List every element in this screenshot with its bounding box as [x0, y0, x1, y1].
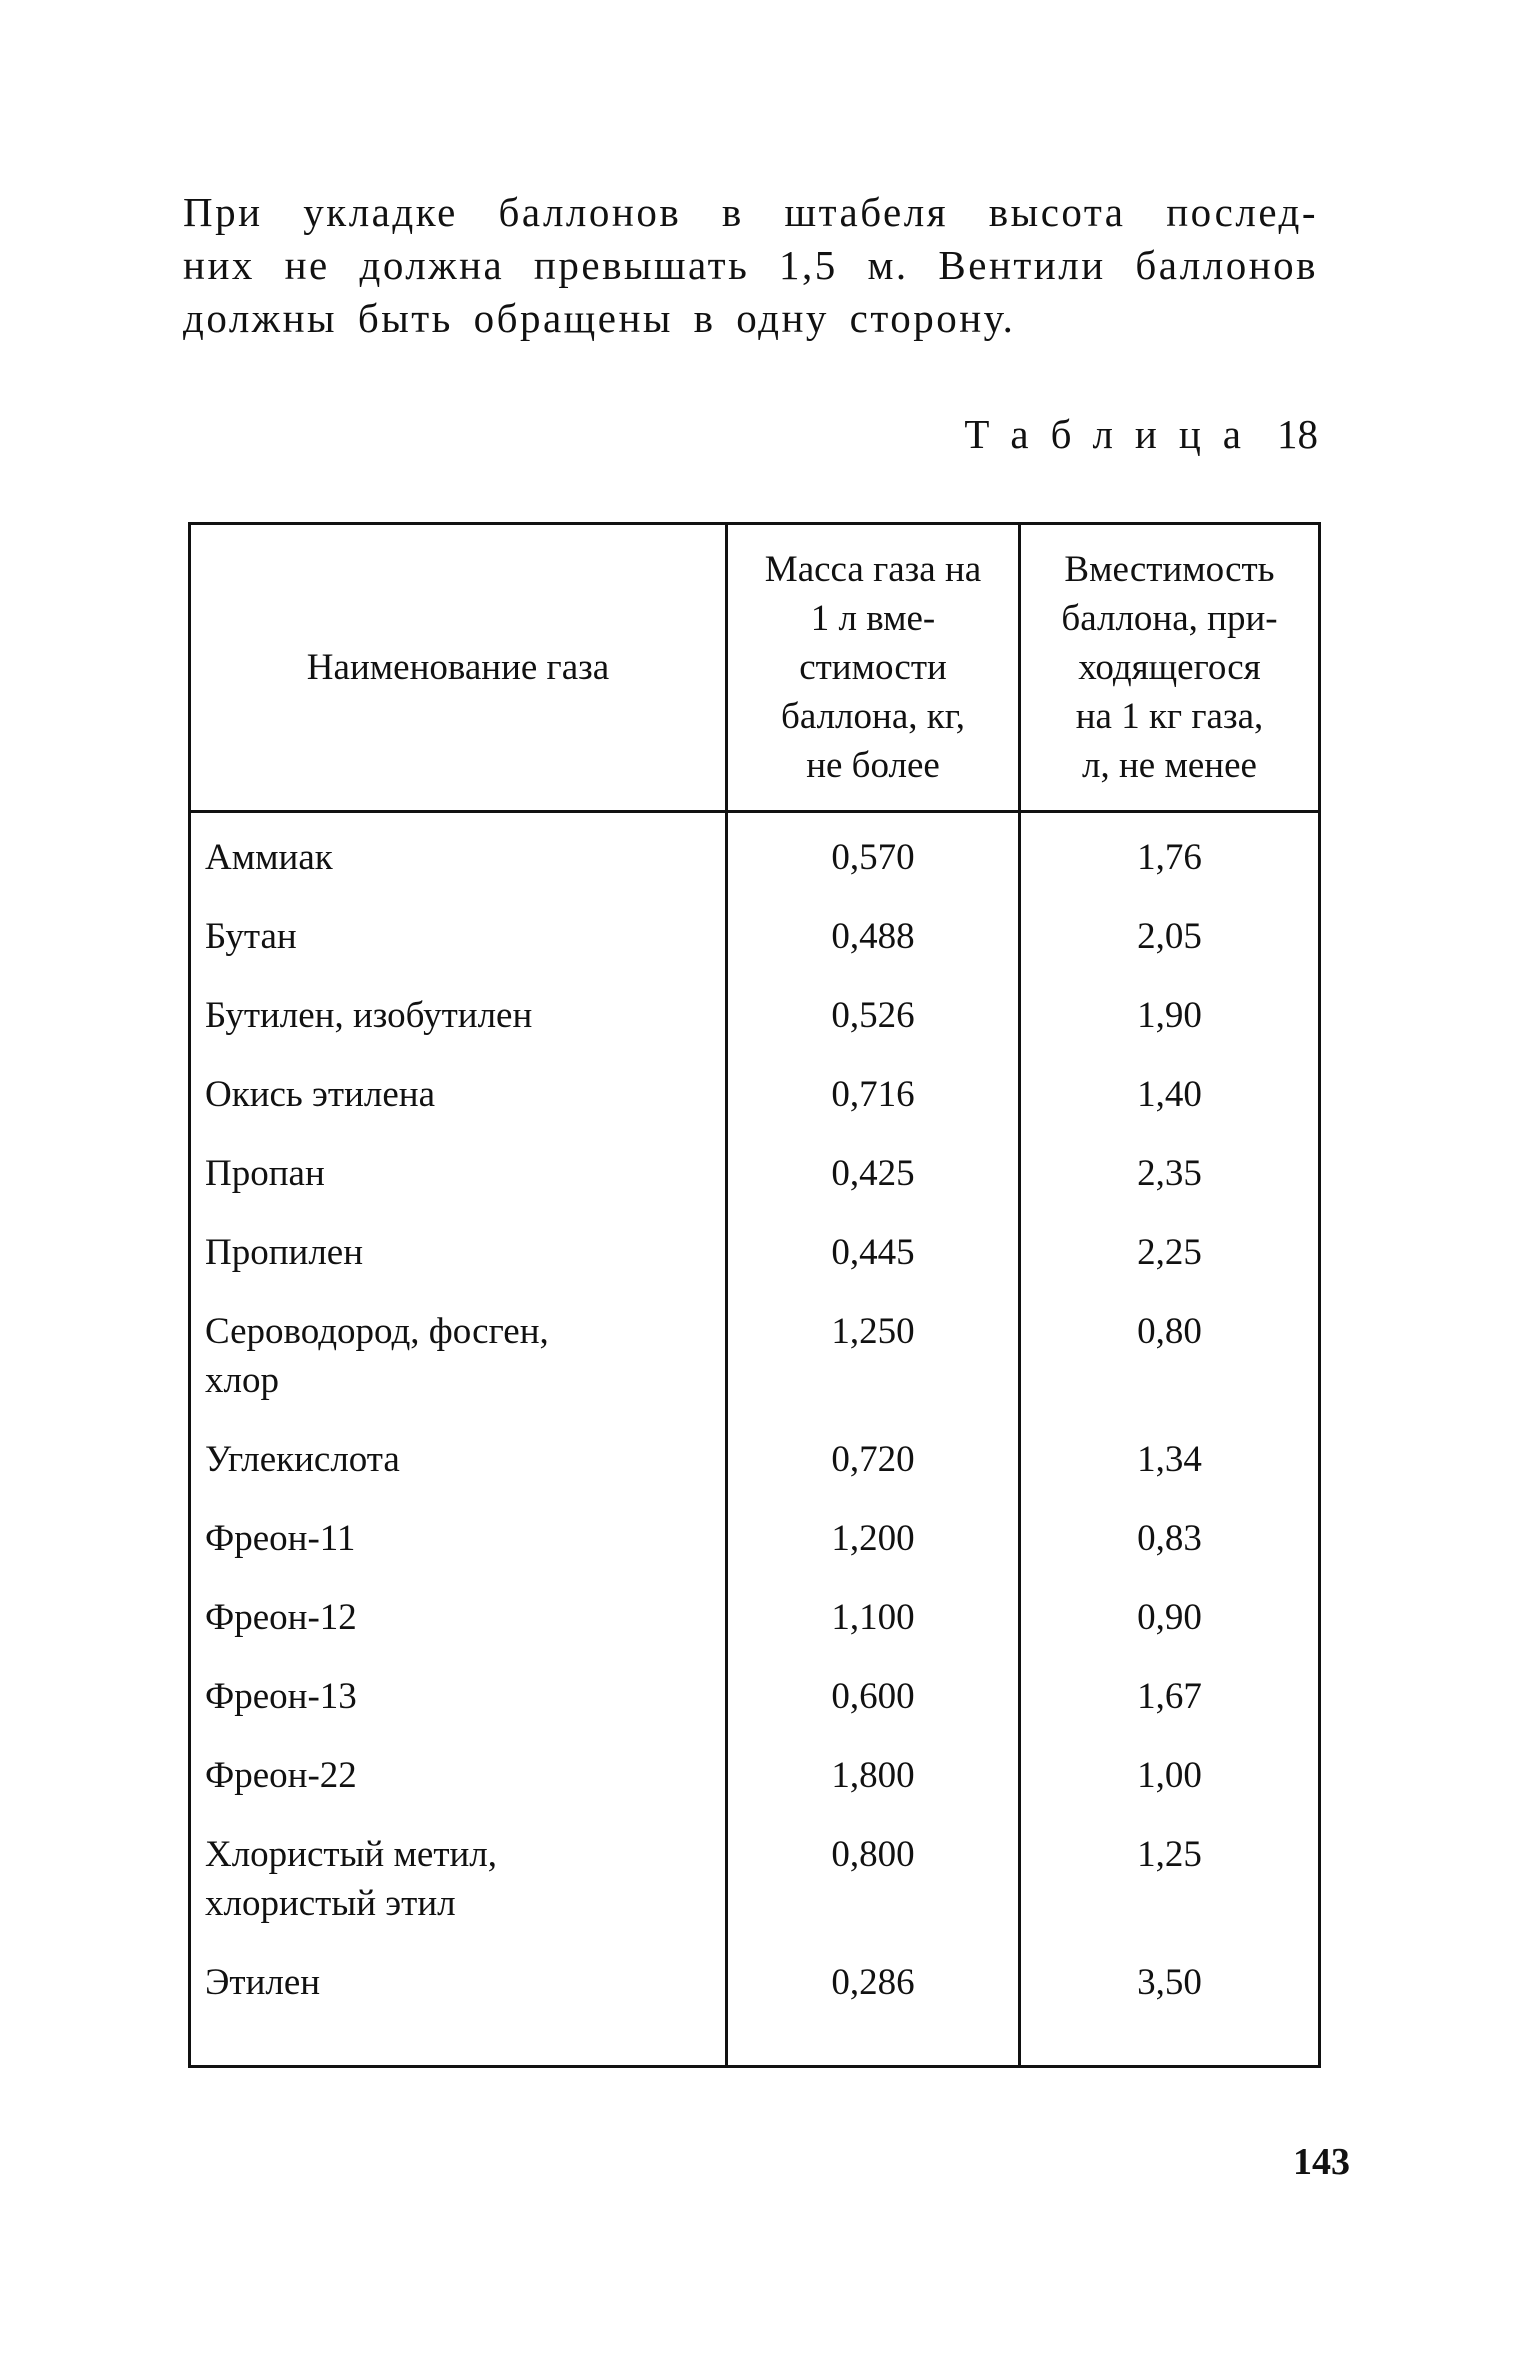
- table-row: [190, 1297, 1320, 1425]
- cell-cylinder-capacity: 1,90: [1020, 981, 1320, 1060]
- cell-gas-mass: 0,600: [727, 1662, 1020, 1741]
- gas-name-line: Углекислота: [205, 1439, 400, 1480]
- gas-name-line: Фреон-13: [205, 1676, 357, 1717]
- cell-gas-name: [190, 1741, 727, 1820]
- table-body: [190, 812, 1320, 2067]
- gas-name-line: Этилен: [205, 1962, 321, 2003]
- cell-gas-name: [190, 902, 727, 981]
- header-gas-mass: [727, 524, 1020, 812]
- cell-cylinder-capacity: 2,35: [1020, 1139, 1320, 1218]
- header-line: стимости: [799, 647, 947, 688]
- cell-gas-name: [190, 1060, 727, 1139]
- cell-gas-mass: 0,720: [727, 1425, 1020, 1504]
- gas-name-line: Бутан: [205, 916, 297, 957]
- cell-cylinder-capacity: 1,40: [1020, 1060, 1320, 1139]
- paragraph-line: При укладке баллонов в штабеля высота послед-: [183, 189, 1318, 235]
- cell-cylinder-capacity: 2,05: [1020, 902, 1320, 981]
- cell-gas-mass: 0,716: [727, 1060, 1020, 1139]
- table-header: [190, 524, 1320, 812]
- table-row: [190, 1504, 1320, 1583]
- header-line: баллона, кг,: [781, 696, 965, 737]
- cell-cylinder-capacity: 1,76: [1020, 812, 1320, 903]
- header-line: ходящегося: [1078, 647, 1261, 688]
- table-row: [190, 902, 1320, 981]
- table-row: [190, 1741, 1320, 1820]
- cell-gas-name: [190, 1218, 727, 1297]
- cell-cylinder-capacity: 2,25: [1020, 1218, 1320, 1297]
- table-row: [190, 1218, 1320, 1297]
- cell-gas-name: [190, 1425, 727, 1504]
- cell-gas-name: [190, 1504, 727, 1583]
- gas-name-line: Пропилен: [205, 1232, 364, 1273]
- header-line: Вместимость: [1064, 549, 1275, 590]
- cell-gas-mass: 1,250: [727, 1297, 1020, 1425]
- table-caption: [700, 408, 1318, 461]
- gas-name-line: Аммиак: [205, 837, 333, 878]
- cell-gas-name: [190, 1948, 727, 2067]
- cell-gas-mass: 0,800: [727, 1820, 1020, 1948]
- table-row: [190, 981, 1320, 1060]
- cell-gas-mass: 1,200: [727, 1504, 1020, 1583]
- header-line: не более: [806, 745, 940, 786]
- cell-gas-name: [190, 1583, 727, 1662]
- table-row: [190, 1139, 1320, 1218]
- paragraph-line: должны быть обращены в одну сторону.: [183, 295, 1016, 341]
- cell-gas-name: [190, 1820, 727, 1948]
- gas-name-line: Бутилен, изобутилен: [205, 995, 533, 1036]
- table-row: [190, 1425, 1320, 1504]
- table-caption-number: 18: [1277, 411, 1318, 457]
- cell-gas-name: [190, 1139, 727, 1218]
- cell-gas-mass: 0,286: [727, 1948, 1020, 2067]
- header-line: Масса газа на: [764, 549, 982, 590]
- cell-cylinder-capacity: 1,25: [1020, 1820, 1320, 1948]
- cell-cylinder-capacity: 1,67: [1020, 1662, 1320, 1741]
- cell-cylinder-capacity: 0,90: [1020, 1583, 1320, 1662]
- cell-gas-mass: 1,100: [727, 1583, 1020, 1662]
- cell-gas-name: [190, 981, 727, 1060]
- cell-gas-mass: 0,526: [727, 981, 1020, 1060]
- cell-gas-name: [190, 812, 727, 903]
- cell-gas-mass: 0,570: [727, 812, 1020, 903]
- gas-table: [188, 522, 1321, 2068]
- gas-name-line: хлор: [205, 1360, 279, 1401]
- header-cylinder-capacity: [1020, 524, 1320, 812]
- page-number: 143: [1293, 2141, 1350, 2183]
- gas-name-line: Сероводород, фосген,: [205, 1311, 549, 1352]
- cell-gas-mass: 0,488: [727, 902, 1020, 981]
- cell-cylinder-capacity: 0,80: [1020, 1297, 1320, 1425]
- gas-name-line: хлористый этил: [205, 1883, 456, 1924]
- table-row: [190, 812, 1320, 903]
- header-line: л, не менее: [1082, 745, 1257, 786]
- paragraph-line: них не должна превышать 1,5 м. Вентили баллонов: [183, 242, 1318, 288]
- header-line: на 1 кг газа,: [1075, 696, 1264, 737]
- cell-cylinder-capacity: 1,00: [1020, 1741, 1320, 1820]
- header-gas-name: Наименование газа: [190, 524, 727, 812]
- header-line: 1 л вме-: [810, 598, 936, 639]
- cell-cylinder-capacity: 3,50: [1020, 1948, 1320, 2067]
- cell-gas-mass: 0,425: [727, 1139, 1020, 1218]
- cell-gas-name: [190, 1297, 727, 1425]
- table-row: [190, 1060, 1320, 1139]
- table-row: [190, 1948, 1320, 2067]
- table-row: [190, 1662, 1320, 1741]
- gas-name-line: Пропан: [205, 1153, 325, 1194]
- gas-name-line: Хлористый метил,: [205, 1834, 498, 1875]
- table-caption-word: Таблица: [964, 411, 1263, 457]
- cell-gas-name: [190, 1662, 727, 1741]
- gas-name-line: Окись этилена: [205, 1074, 436, 1115]
- header-line: баллона, при-: [1061, 598, 1278, 639]
- cell-cylinder-capacity: 1,34: [1020, 1425, 1320, 1504]
- gas-name-line: Фреон-22: [205, 1755, 357, 1796]
- cell-gas-mass: 1,800: [727, 1741, 1020, 1820]
- table-row: [190, 1583, 1320, 1662]
- body-paragraph: [183, 186, 1318, 345]
- table-header-row: [190, 524, 1320, 812]
- cell-cylinder-capacity: 0,83: [1020, 1504, 1320, 1583]
- cell-gas-mass: 0,445: [727, 1218, 1020, 1297]
- table-row: [190, 1820, 1320, 1948]
- gas-name-line: Фреон-11: [205, 1518, 356, 1559]
- gas-name-line: Фреон-12: [205, 1597, 357, 1638]
